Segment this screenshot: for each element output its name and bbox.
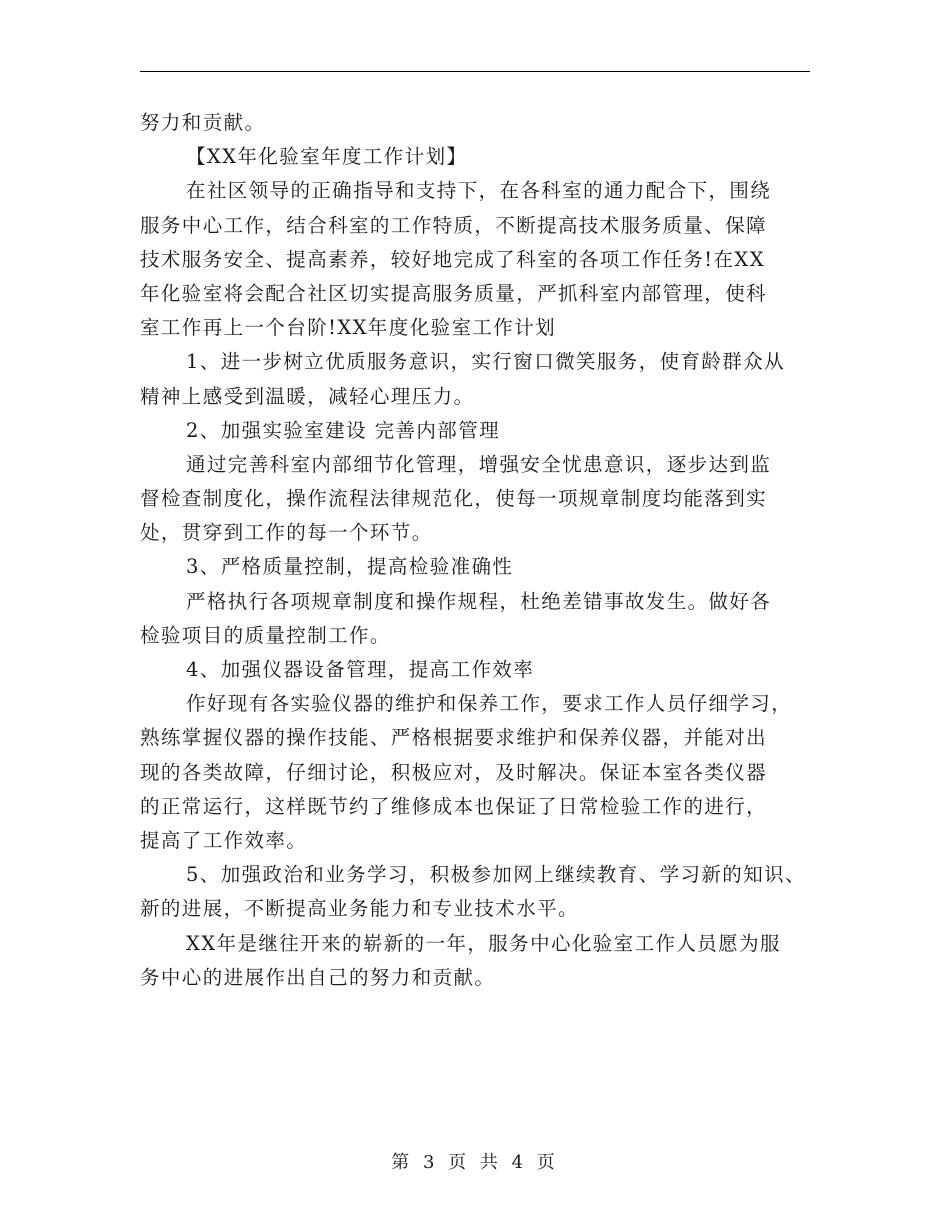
text-line: 4、加强仪器设备管理，提高工作效率 bbox=[186, 658, 535, 681]
text-line: 在社区领导的正确指导和支持下，在各科室的通力配合下，围绕 bbox=[186, 179, 772, 203]
text-line: 新的进展，不断提高业务能力和专业技术水平。 bbox=[140, 897, 579, 921]
text-line: 严格执行各项规章制度和操作规程，杜绝差错事故发生。做好各 bbox=[186, 589, 772, 613]
text-line: 务中心的进展作出自己的努力和贡献。 bbox=[140, 965, 496, 989]
text-line: 2、加强实验室建设 完善内部管理 bbox=[186, 418, 501, 442]
text-line: 处，贯穿到工作的每一个环节。 bbox=[140, 521, 433, 545]
header-rule bbox=[140, 71, 810, 72]
text-line: 通过完善科室内部细节化管理，增强安全忧患意识，逐步达到监 bbox=[186, 452, 772, 476]
text-line: 熟练掌握仪器的操作技能、严格根据要求维护和保养仪器，并能对出 bbox=[140, 726, 768, 750]
text-line: 技术服务安全、提高素养，较好地完成了科室的各项工作任务!在XX bbox=[140, 247, 766, 271]
text-line: 室工作再上一个台阶!XX年度化验室工作计划 bbox=[140, 316, 557, 340]
text-line: 努力和贡献。 bbox=[140, 111, 266, 134]
page-number: 第 3 页 共 4 页 bbox=[391, 1152, 559, 1173]
text-line: 督检查制度化，操作流程法律规范化，使每一项规章制度均能落到实 bbox=[140, 487, 768, 511]
text-line: 服务中心工作，结合科室的工作特质，不断提高技术服务质量、保障 bbox=[140, 213, 768, 237]
text-line: 【XX年化验室年度工作计划】 bbox=[186, 145, 468, 169]
text-line: 作好现有各实验仪器的维护和保养工作，要求工作人员仔细学习， bbox=[186, 692, 793, 716]
text-line: 提高了工作效率。 bbox=[140, 828, 308, 852]
text-line: 1、进一步树立优质服务意识，实行窗口微笑服务，使育龄群众从 bbox=[186, 350, 786, 374]
text-line: 检验项目的质量控制工作。 bbox=[140, 623, 391, 647]
text-line: 年化验室将会配合社区切实提高服务质量，严抓科室内部管理，使科 bbox=[140, 281, 768, 305]
text-line: 5、加强政治和业务学习，积极参加网上继续教育、学习新的知识、 bbox=[186, 863, 806, 887]
text-line: 的正常运行，这样既节约了维修成本也保证了日常检验工作的进行， bbox=[140, 794, 768, 818]
text-line: 3、严格质量控制，提高检验准确性 bbox=[186, 555, 514, 579]
document-body bbox=[140, 106, 830, 995]
text-line: 精神上感受到温暖，减轻心理压力。 bbox=[140, 384, 475, 408]
text-line: 现的各类故障，仔细讨论，积极应对，及时解决。保证本室各类仪器 bbox=[140, 760, 768, 784]
text-line: XX年是继往开来的崭新的一年，服务中心化验室工作人员愿为服 bbox=[186, 931, 781, 955]
